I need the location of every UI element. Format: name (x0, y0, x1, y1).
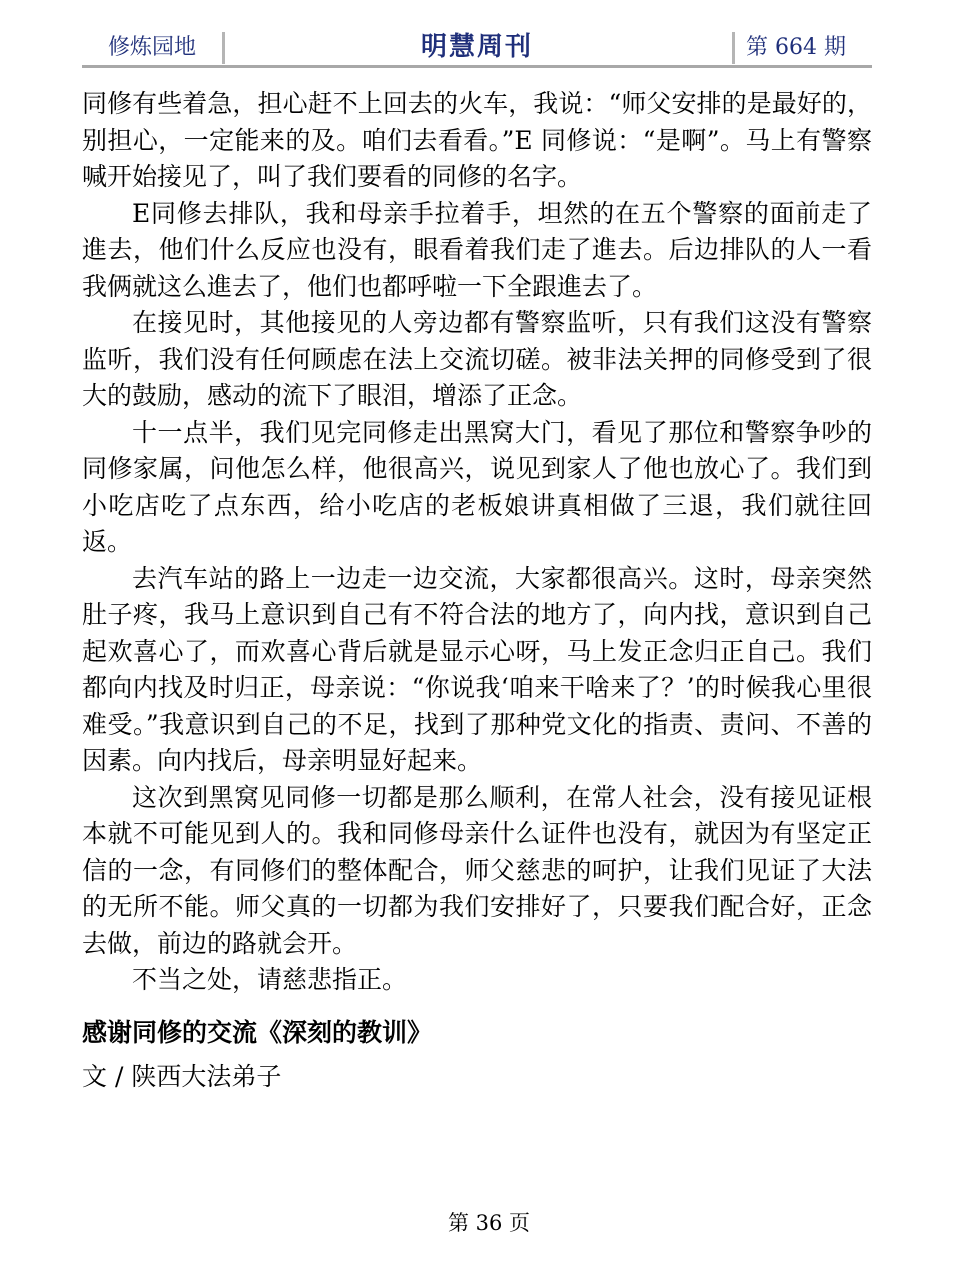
page-header (82, 26, 872, 66)
issue-number: 第 664 期 (746, 35, 846, 60)
header-rule (82, 65, 872, 68)
header-divider-right (732, 32, 735, 64)
body-paragraph: 在接见时，其他接见的人旁边都有警察监听，只有我们这没有警察监听，我们没有任何顾虑在法上交流切磋。被非法关押的同修受到了很大的鼓励，感动的流下了眼泪，增添了正念。 (82, 308, 872, 410)
body-paragraph: 十一点半，我们见完同修走出黑窝大门，看见了那位和警察争吵的同修家属，问他怎么样，他很高兴，说见到家人了他也放心了。我们到小吃店吃了点东西，给小吃店的老板娘讲真相做了三退，我们就往回返。 (82, 417, 872, 556)
article-heading: 感谢同修的交流《深刻的教训》 (82, 1017, 433, 1047)
body-paragraph: 同修有些着急，担心赶不上回去的火车，我说：“师父安排的是最好的，别担心，一定能来的及。咱们去看看。”E 同修说：“是啊”。马上有警察喊开始接见了，叫了我们要看的同修的名字。 (82, 89, 872, 191)
body-paragraph: 这次到黑窝见同修一切都是那么顺利，在常人社会，没有接见证根本就不可能见到人的。我和同修母亲什么证件也没有，就因为有坚定正信的一念，有同修们的整体配合，师父慈悲的呵护，让我们见证了大法的无所不能。师父真的一切都为我们安排好了，只要我们配合好，正念去做，前边的路就会开。 (82, 782, 872, 958)
page-number: 第 36 页 (447, 1211, 531, 1235)
body-paragraph: 去汽车站的路上一边走一边交流，大家都很高兴。这时，母亲突然肚子疼，我马上意识到自己有不符合法的地方了，向内找，意识到自己起欢喜心了，而欢喜心背后就是显示心呀，马上发正念归正自己。我们都向内找及时归正，母亲说：“你说我‘咱来干啥来了？’的时候我心里很难受。”我意识到自己的不足，找到了那种党文化的指责、责问、不善的因素。向内找后，母亲明显好起来。 (82, 563, 872, 775)
publication-title: 明慧周刊 (420, 32, 533, 62)
article-byline: 文 / 陕西大法弟子 (82, 1061, 282, 1091)
section-label: 修炼园地 (108, 35, 197, 60)
body-paragraph: E同修去排队，我和母亲手拉着手，坦然的在五个警察的面前走了進去，他们什么反应也没有，眼看着我们走了進去。后边排队的人一看我俩就这么進去了，他们也都呼啦一下全跟進去了。 (82, 198, 872, 301)
body-paragraph: 不当之处，请慈悲指正。 (132, 965, 408, 994)
article-body (82, 86, 872, 1097)
